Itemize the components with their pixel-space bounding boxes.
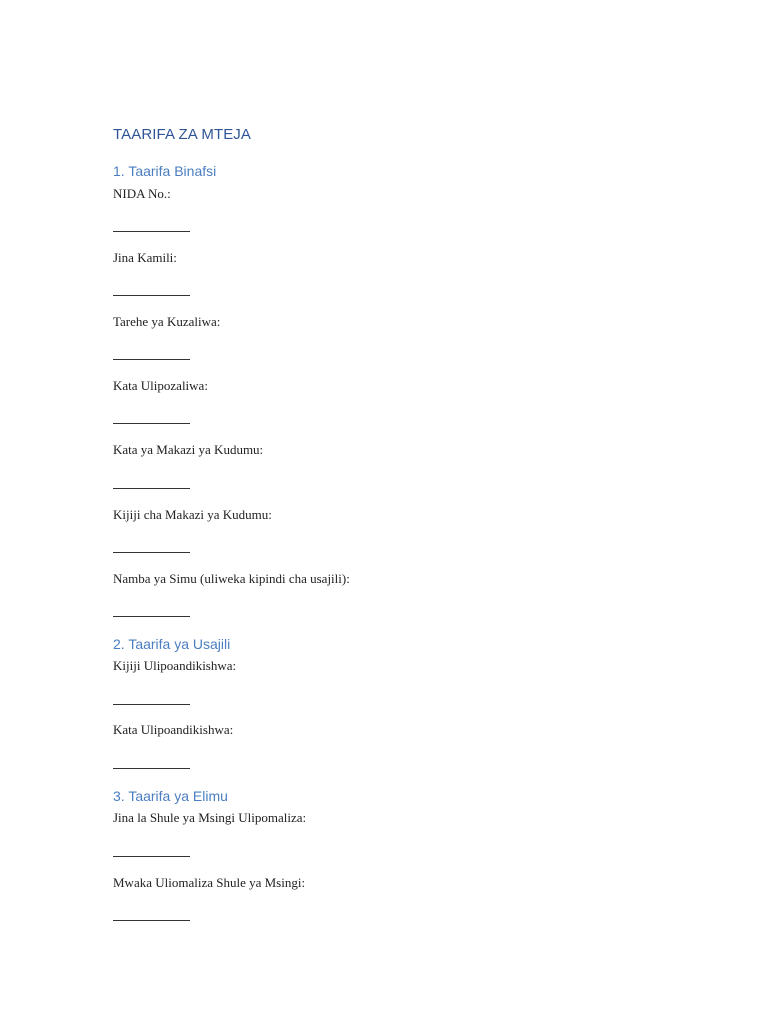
- field-label-date-of-birth: Tarehe ya Kuzaliwa:: [113, 314, 221, 329]
- field-blank-primary-completion-year[interactable]: [113, 920, 190, 921]
- field-blank-birth-ward[interactable]: [113, 423, 190, 424]
- field-blank-date-of-birth[interactable]: [113, 359, 190, 360]
- field-blank-phone-number[interactable]: [113, 616, 190, 617]
- field-label-residence-ward: Kata ya Makazi ya Kudumu:: [113, 442, 264, 457]
- field-blank-full-name[interactable]: [113, 295, 190, 296]
- field-blank-registration-village[interactable]: [113, 704, 190, 705]
- section-heading-education-info: 3. Taarifa ya Elimu: [113, 788, 228, 804]
- field-label-primary-school-name: Jina la Shule ya Msingi Ulipomaliza:: [113, 810, 307, 825]
- field-blank-nida-number[interactable]: [113, 231, 190, 232]
- field-label-phone-number: Namba ya Simu (uliweka kipindi cha usajili):: [113, 571, 350, 586]
- document-title: TAARIFA ZA MTEJA: [113, 126, 252, 143]
- field-blank-residence-village[interactable]: [113, 552, 190, 553]
- field-label-full-name: Jina Kamili:: [113, 250, 177, 265]
- field-label-residence-village: Kijiji cha Makazi ya Kudumu:: [113, 507, 272, 522]
- field-blank-residence-ward[interactable]: [113, 488, 190, 489]
- field-label-primary-completion-year: Mwaka Uliomaliza Shule ya Msingi:: [113, 875, 306, 890]
- section-heading-registration-info: 2. Taarifa ya Usajili: [113, 636, 231, 652]
- field-blank-primary-school-name[interactable]: [113, 856, 190, 857]
- field-label-nida-number: NIDA No.:: [113, 186, 171, 201]
- field-label-registration-ward: Kata Ulipoandikishwa:: [113, 722, 234, 737]
- field-blank-registration-ward[interactable]: [113, 768, 190, 769]
- field-label-birth-ward: Kata Ulipozaliwa:: [113, 378, 208, 393]
- field-label-registration-village: Kijiji Ulipoandikishwa:: [113, 658, 237, 673]
- section-heading-personal-info: 1. Taarifa Binafsi: [113, 163, 217, 179]
